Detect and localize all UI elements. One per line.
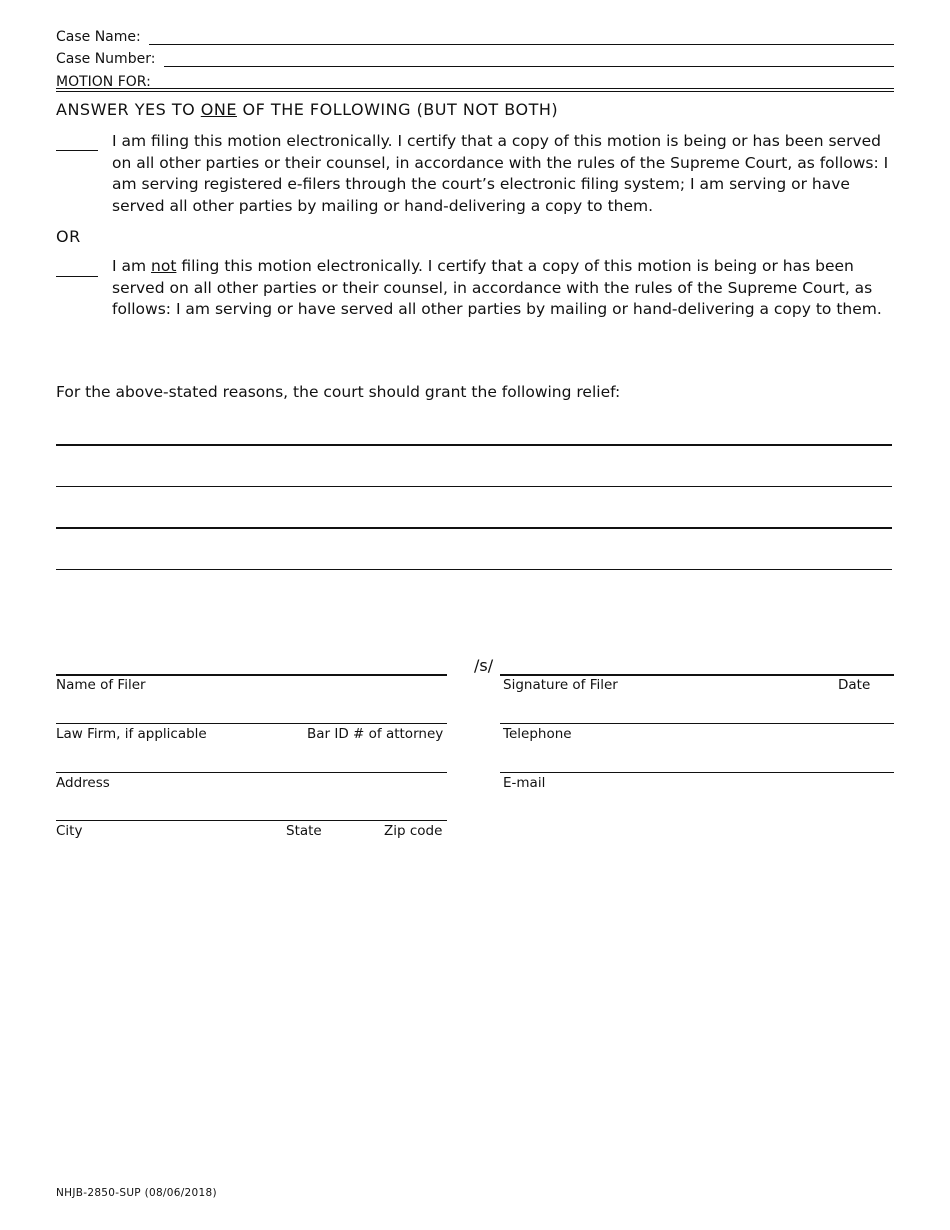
telephone-field[interactable] [500, 723, 894, 724]
signature-prefix: /s/ [474, 656, 494, 675]
relief-line-1[interactable] [56, 444, 892, 446]
bar-id-label: Bar ID # of attorney [307, 726, 444, 742]
relief-line-2[interactable] [56, 486, 892, 487]
relief-line-3[interactable] [56, 527, 892, 529]
law-firm-field[interactable] [56, 723, 447, 724]
electronic-filing-statement: I am filing this motion electronically. I certify that a copy of this motion is being or has been served on all other parties or their counsel, in accordance with the rules of the Supreme Court, as follows: I am serving registered e-filers through the court’s electronic filing system; I am serving or have served all other parties by mailing or hand-delivering a copy to them. [112, 132, 889, 215]
email-label: E-mail [503, 775, 546, 791]
relief-line-4[interactable] [56, 569, 892, 570]
city-label: City [56, 823, 83, 839]
case-name-label: Case Name: [56, 29, 141, 45]
signature-label: Signature of Filer [503, 677, 618, 693]
telephone-label: Telephone [503, 726, 572, 742]
header-divider [56, 91, 894, 92]
name-of-filer-field[interactable] [56, 674, 447, 676]
zip-label: Zip code [384, 823, 443, 839]
state-label: State [286, 823, 322, 839]
address-field[interactable] [56, 772, 447, 773]
or-label: OR [56, 227, 81, 246]
relief-prompt: For the above-stated reasons, the court should grant the following relief: [56, 383, 621, 401]
date-label: Date [838, 677, 871, 693]
city-state-zip-field[interactable] [56, 820, 447, 821]
non-electronic-filing-checkline[interactable] [56, 276, 98, 277]
form-id: NHJB-2850-SUP (08/06/2018) [56, 1187, 217, 1199]
answer-heading: ANSWER YES TO ONE OF THE FOLLOWING (BUT NOT BOTH) [56, 100, 559, 119]
name-of-filer-label: Name of Filer [56, 677, 146, 693]
motion-for-field[interactable] [56, 88, 894, 89]
electronic-filing-checkline[interactable] [56, 150, 98, 151]
motion-for-label: MOTION FOR: [56, 74, 151, 90]
address-label: Address [56, 775, 110, 791]
signature-field[interactable] [500, 674, 894, 676]
case-number-label: Case Number: [56, 51, 156, 67]
non-electronic-filing-statement: I am not filing this motion electronically. I certify that a copy of this motion is being or has been served on all other parties or their counsel, in accordance with the rules of the Supreme Court, as follows: I am serving or have served all other parties by mailing or hand-delivering a copy to them. [112, 257, 882, 318]
law-firm-label: Law Firm, if applicable [56, 726, 207, 742]
case-name-field[interactable] [149, 44, 894, 45]
case-number-field[interactable] [164, 66, 894, 67]
email-field[interactable] [500, 772, 894, 773]
